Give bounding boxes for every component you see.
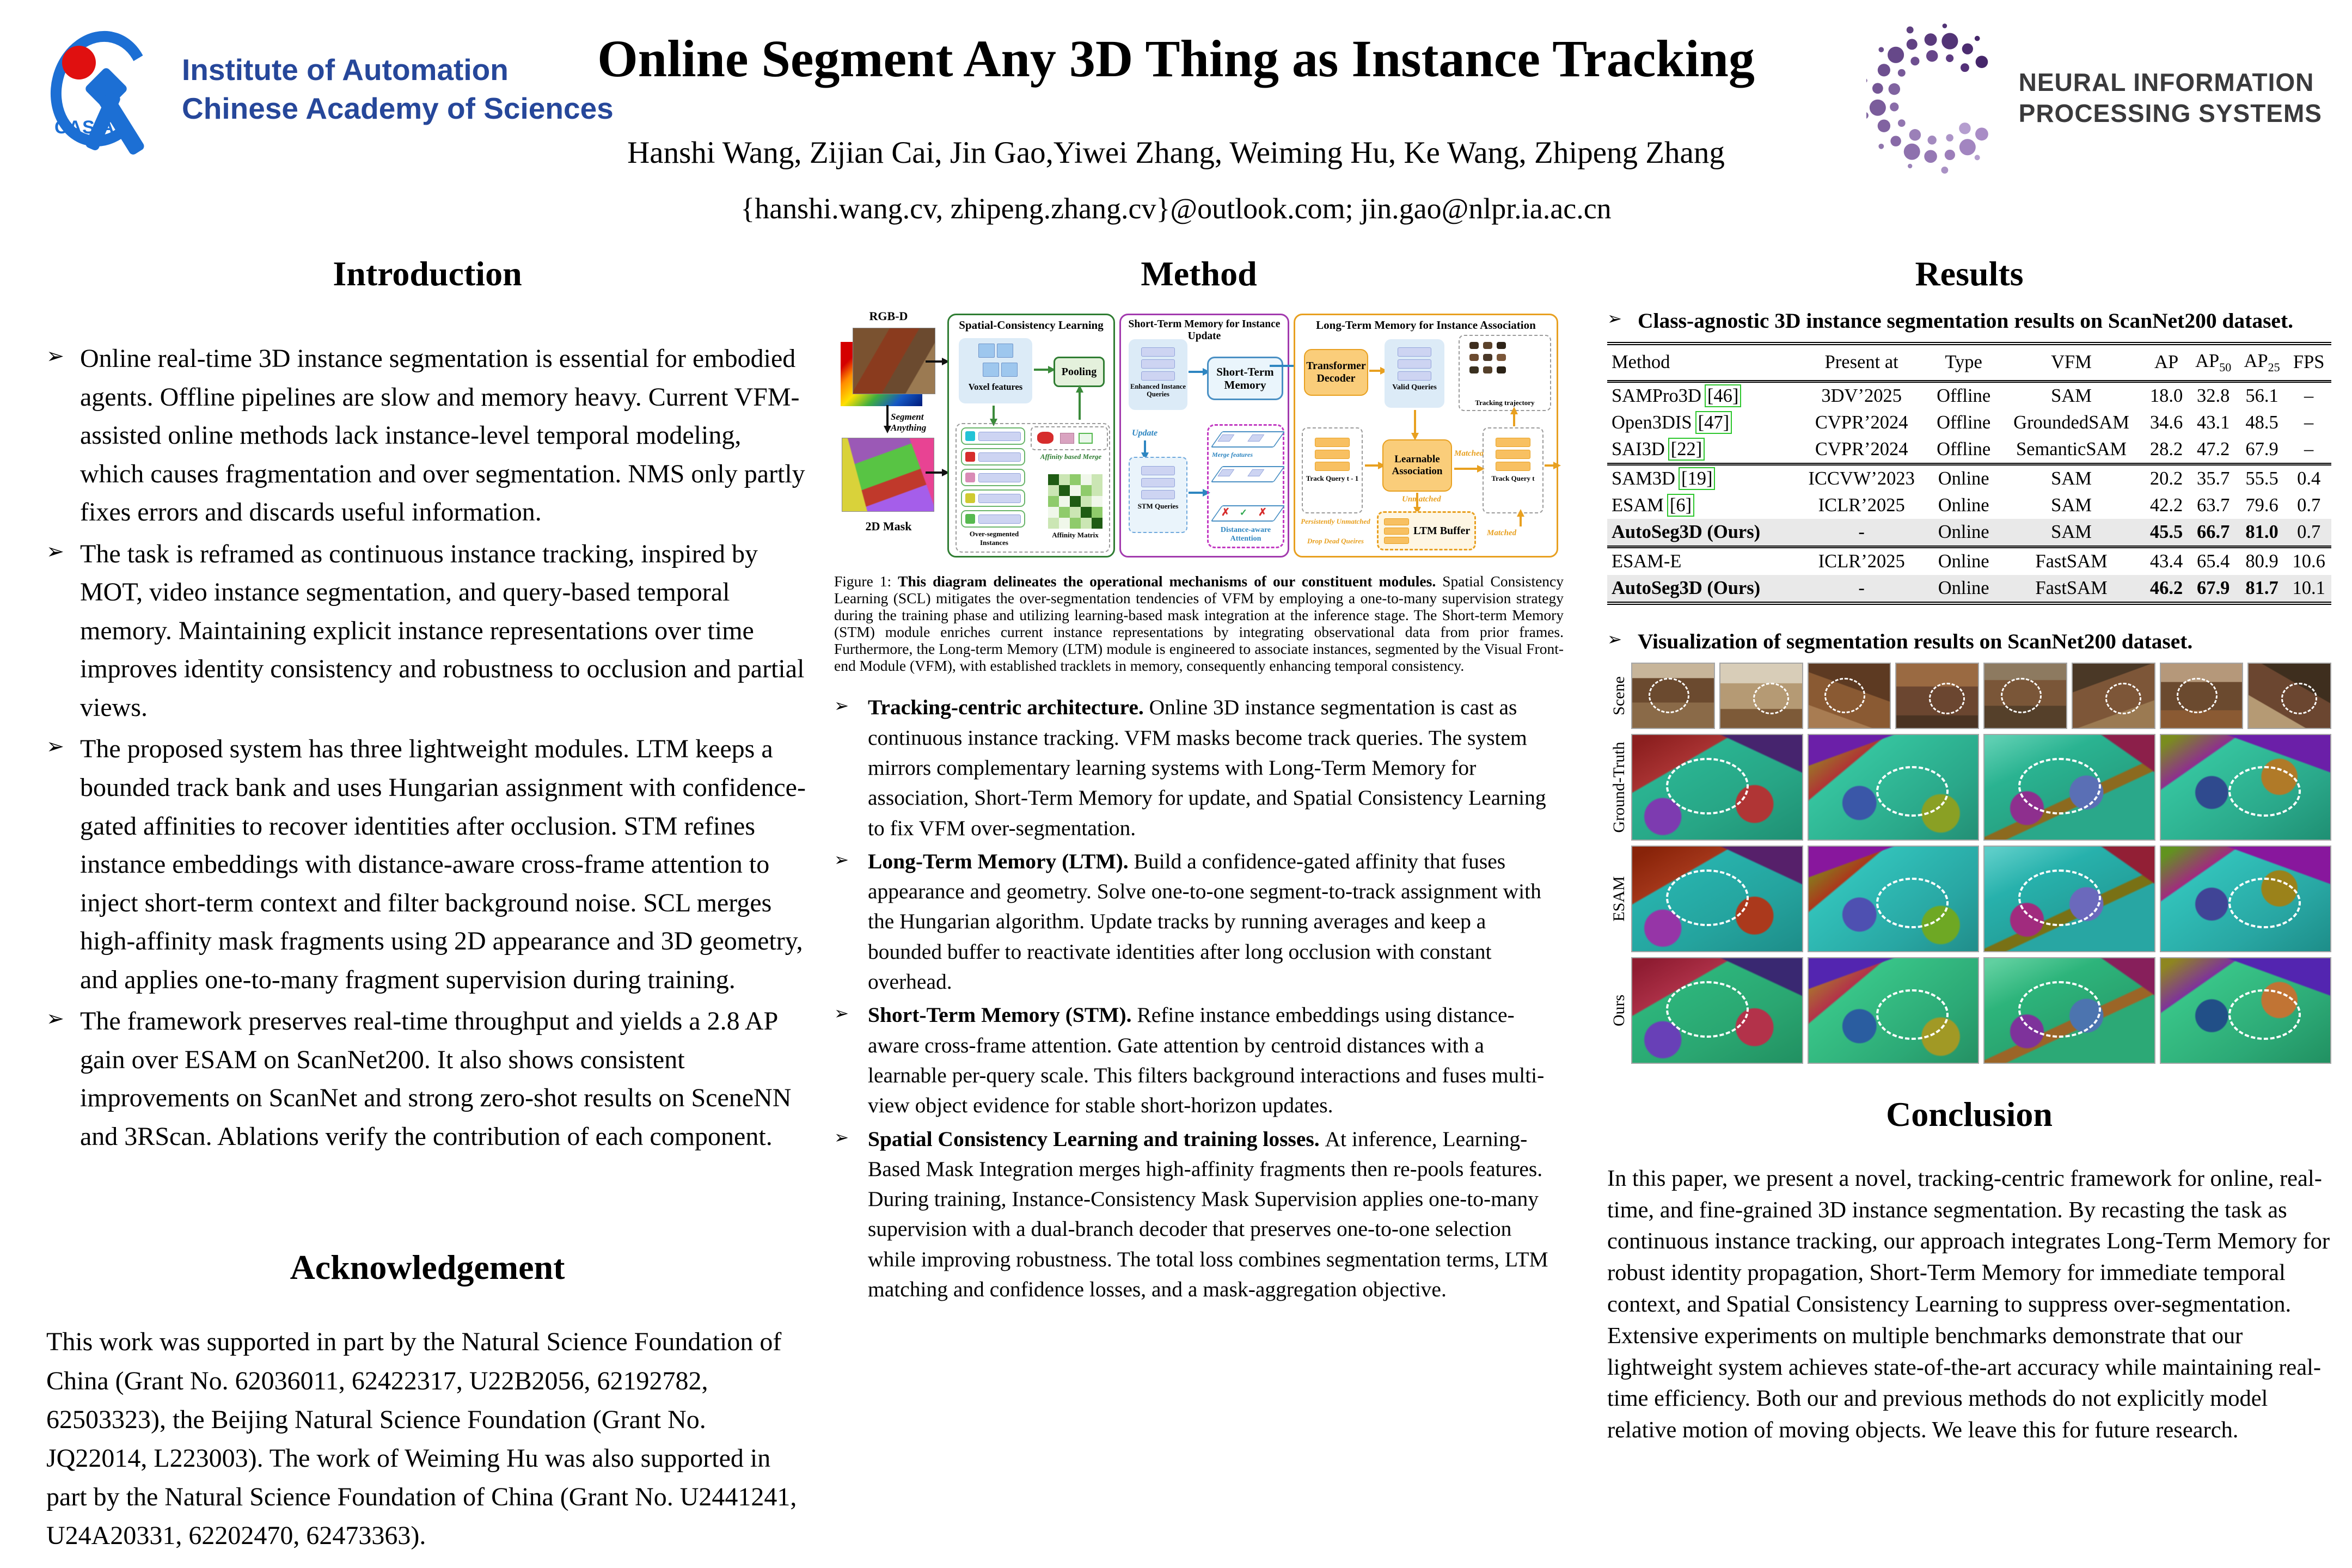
viz-image <box>2160 846 2332 952</box>
present-cell: ICLR’2025 <box>1794 547 1928 575</box>
present-cell: ICCVW’2023 <box>1794 464 1928 492</box>
neurips-line1: NEURAL INFORMATION <box>2018 68 2314 96</box>
ap25-cell: 55.5 <box>2238 464 2286 492</box>
table-row <box>1607 575 2331 603</box>
table-row <box>1607 547 2331 575</box>
matched-label: Matched <box>1454 449 1484 458</box>
arrow-bullet-icon: ➢ <box>834 1126 849 1148</box>
table-row <box>1607 519 2331 547</box>
table-row <box>1607 492 2331 519</box>
unmatched-label: Unmatched <box>1402 495 1441 504</box>
citation-ref: [46] <box>1705 384 1741 407</box>
present-cell: CVPR’2024 <box>1815 438 1908 460</box>
vfm-cell: SAM <box>2051 385 2092 406</box>
affiliation-name <box>182 51 614 128</box>
drop-dead-label: Drop Dead Queires <box>1307 537 1364 545</box>
merged-instances-box <box>1031 426 1108 450</box>
arrow-bullet-icon: ➢ <box>834 849 849 870</box>
instance-pill <box>961 469 1025 486</box>
introduction-section <box>46 252 808 1555</box>
conclusion-heading: Conclusion <box>1886 1094 2053 1134</box>
viz-image <box>1808 957 1980 1064</box>
tracking-trajectory-label: Tracking trajectory <box>1475 399 1535 407</box>
fps-cell: 10.6 <box>2286 547 2331 575</box>
neurips-logo <box>1866 22 2322 174</box>
ltm-panel <box>1294 314 1558 558</box>
voxel-features-box <box>959 338 1032 403</box>
ap25-cell: 81.7 <box>2238 575 2286 603</box>
bullet-lead: Spatial Consistency Learning and training losses. <box>868 1126 1325 1151</box>
bullet-lead: Tracking-centric architecture. <box>868 695 1149 720</box>
vfm-cell: SemanticSAM <box>2016 438 2127 460</box>
ap-cell: 46.2 <box>2144 575 2189 603</box>
ap50-cell: 47.2 <box>2196 438 2230 460</box>
mask-to-scl-arrow <box>926 471 943 474</box>
acknowledgement-heading: Acknowledgement <box>290 1248 565 1287</box>
queries-to-stm-arrow <box>1189 371 1204 373</box>
update-arrow <box>1144 440 1146 454</box>
scl-panel <box>947 314 1115 558</box>
pooling-box: Pooling <box>1054 357 1105 387</box>
table-header-cell: $AP_{50}$ <box>2189 344 2237 381</box>
results-heading: Results <box>1915 254 2024 293</box>
vfm-cell: FastSAM <box>1999 575 2144 603</box>
fps-cell: – <box>2304 385 2314 406</box>
affiliation-line2: Chinese Academy of Sciences <box>182 91 614 125</box>
fps-cell: 0.4 <box>2286 464 2331 492</box>
viz-row-label: ESAM <box>1610 876 1628 922</box>
ap50-cell: 63.7 <box>2196 494 2230 516</box>
viz-image <box>1719 663 1803 729</box>
bullet-item <box>834 1124 1564 1305</box>
learnable-association-box: Learnable Association <box>1382 439 1452 492</box>
table-header-cell: $AP_{25}$ <box>2238 344 2286 381</box>
viz-image <box>1895 663 1979 729</box>
figure-caption-prefix: Figure 1: <box>834 573 892 590</box>
bullet-item <box>834 1000 1564 1120</box>
viz-image <box>1983 957 2155 1064</box>
present-cell: ICLR’2025 <box>1818 494 1905 516</box>
present-cell: - <box>1794 575 1928 603</box>
valid-to-association-arrow <box>1414 410 1416 434</box>
viz-image <box>1983 663 2067 729</box>
update-label: Update <box>1132 428 1158 438</box>
table-caption: Class-agnostic 3D instance segmentation results on ScanNet200 dataset. <box>1638 309 2293 333</box>
fps-cell: 0.7 <box>2297 494 2321 516</box>
fps-cell: – <box>2304 412 2314 433</box>
table-header-cell: Type <box>1928 344 1999 381</box>
viz-row <box>1607 846 2331 952</box>
method-cell: Open3DIS [47] <box>1607 409 1794 436</box>
viz-image <box>2160 663 2244 729</box>
oversegmented-label: Over-segmented Instances <box>969 530 1019 547</box>
fps-cell: 0.7 <box>2286 519 2331 547</box>
ap50-cell: 66.7 <box>2189 519 2237 547</box>
figure-caption-bold: This diagram delineates the operational mechanisms of our constituent modules. <box>898 573 1436 590</box>
method-cell: AutoSeg3D (Ours) <box>1607 519 1794 547</box>
neurips-swirl-icon <box>1866 22 2019 174</box>
ltm-buffer-box <box>1377 511 1476 550</box>
valid-queries-label: Valid Queries <box>1392 383 1437 391</box>
bullet-text: The task is reframed as continuous instance tracking, inspired by MOT, video instance segmentation, and query-based temporal memory. Maintaining explicit instance representations over time improves identity consistency and robustness to occlusion and partial views. <box>80 539 805 722</box>
viz-row <box>1607 734 2331 841</box>
stmq-to-attention-arrow <box>1189 492 1204 494</box>
method-list <box>834 693 1564 1304</box>
bullet-item <box>46 1002 808 1156</box>
transformer-decoder-box: Transformer Decoder <box>1304 349 1368 396</box>
method-heading: Method <box>1141 254 1257 293</box>
introduction-list <box>46 340 808 1156</box>
track-query-t-box <box>1483 427 1543 513</box>
ap50-cell: 35.7 <box>2189 464 2237 492</box>
neurips-logo-text <box>2019 67 2322 130</box>
instance-pill <box>961 489 1025 507</box>
merge-features-label: Merge features <box>1212 451 1253 458</box>
vfm-cell: GroundedSAM <box>2013 412 2129 433</box>
viz-image <box>1983 846 2155 952</box>
ap25-cell: 67.9 <box>2245 438 2278 460</box>
arrow-bullet-icon: ➢ <box>46 538 64 564</box>
persistently-unmatched-label: Persistently Unmatched <box>1301 517 1370 525</box>
viz-image <box>2072 663 2155 729</box>
bullet-text: Online real-time 3D instance segmentation is essential for embodied agents. Offline pipelines are slow and memory heavy. Current VFM-assisted online methods lack instance-level temporal modeling, which causes fragmentation and over segmentation. NMS only partly fixes errors and discards useful information. <box>80 344 805 527</box>
present-cell: 3DV’2025 <box>1821 385 1902 406</box>
ap-cell: 34.6 <box>2149 412 2183 433</box>
viz-image <box>1631 957 1803 1064</box>
ap-cell: 20.2 <box>2144 464 2189 492</box>
table-row <box>1607 381 2331 409</box>
method-section <box>834 252 1564 1308</box>
instance-pill <box>961 510 1025 528</box>
table-header-cell: VFM <box>1999 344 2144 381</box>
ap-cell: 45.5 <box>2144 519 2189 547</box>
ltm-title: Long-Term Memory for Instance Association <box>1316 318 1536 332</box>
arrow-bullet-icon: ➢ <box>46 734 64 759</box>
type-cell: Online <box>1928 464 1999 492</box>
poster-authors: Hanshi Wang, Zijian Cai, Jin Gao,Yiwei Zhang, Weiming Hu, Ke Wang, Zhipeng Zhang <box>627 136 1725 170</box>
table-header-cell: FPS <box>2286 344 2331 381</box>
ap25-cell: 48.5 <box>2245 412 2278 433</box>
affinity-merge-label: Affinity based Merge <box>1040 452 1102 461</box>
type-cell: Online <box>1938 494 1989 516</box>
unmatched-arrow <box>1416 493 1418 508</box>
ap25-cell: 79.6 <box>2245 494 2278 516</box>
ap50-cell: 32.8 <box>2196 385 2230 406</box>
viz-row-label: Ours <box>1610 994 1628 1027</box>
ap-cell: 18.0 <box>2149 385 2183 406</box>
bullet-text: Refine instance embeddings using distance-aware cross-frame attention. Gate attention by centroid distances with a learnable per-query scale. This filters background interactions and fuses multi-view object evidence for stable short-horizon updates. <box>868 1003 1545 1118</box>
valid-queries-box <box>1385 339 1444 408</box>
casia-logo-icon <box>44 26 168 152</box>
affinity-matrix-label: Affinity Matrix <box>1052 531 1099 539</box>
arrow-bullet-icon: ➢ <box>1607 628 1622 650</box>
method-cell: AutoSeg3D (Ours) <box>1607 575 1794 603</box>
viz-row <box>1607 957 2331 1064</box>
vfm-cell: SAM <box>1999 464 2144 492</box>
buffer-to-track-arrow <box>1520 516 1522 526</box>
vfm-cell: FastSAM <box>1999 547 2144 575</box>
type-cell: Online <box>1928 519 1999 547</box>
method-cell: ESAM [6] <box>1607 492 1794 519</box>
matched2-label: Matched <box>1487 529 1517 537</box>
stm-queries-box <box>1129 457 1187 533</box>
instance-pill <box>961 448 1025 465</box>
citation-ref: [22] <box>1668 438 1705 461</box>
viz-image <box>1631 846 1803 952</box>
type-cell: Online <box>1928 575 1999 603</box>
arrow-bullet-icon: ➢ <box>1607 308 1622 329</box>
citation-ref: [19] <box>1679 467 1715 490</box>
bullet-item <box>834 847 1564 997</box>
acknowledgement-text: This work was supported in part by the Natural Science Foundation of China (Grant No. 62036011, 62422317, U22B2056, 62192782, 62503323), the Beijing Natural Science Foundation (Grant No. JQ22014, L223003). The work of Weiming Hu was also supported in part by the Natural Science Foundation of China (Grant No. U2441241, U24A20331, 62202470, 62473363). <box>46 1327 797 1550</box>
bullet-item <box>46 535 808 727</box>
method-figure <box>834 308 1564 563</box>
bullet-lead: Short-Term Memory (STM). <box>868 1003 1137 1027</box>
bullet-text: The framework preserves real-time throughput and yields a 2.8 AP gain over ESAM on ScanNet200. It also shows consistent improvements on ScanNet and strong zero-shot results on SceneNN and 3RScan. Ablations verify the contribution of each component. <box>80 1007 792 1151</box>
poster-title: Online Segment Any 3D Thing as Instance Tracking <box>597 29 1755 88</box>
introduction-heading: Introduction <box>333 254 522 293</box>
ap50-cell: 67.9 <box>2189 575 2237 603</box>
voxel-to-instances-arrow <box>993 406 995 420</box>
method-cell: SAMPro3D [46] <box>1607 381 1794 409</box>
enhanced-queries-box <box>1129 339 1187 410</box>
ap-cell: 28.2 <box>2149 438 2183 460</box>
type-cell: Offline <box>1937 412 1991 433</box>
track-to-trajectory-arrow <box>1513 413 1515 426</box>
matched-arrow <box>1454 468 1478 470</box>
bullet-lead: Long-Term Memory (LTM). <box>868 849 1134 873</box>
method-cell: ESAM-E <box>1607 547 1794 575</box>
ap25-cell: 56.1 <box>2245 385 2278 406</box>
viz-row-label: Scene <box>1610 676 1628 715</box>
table-header-cell: Method <box>1607 344 1794 381</box>
viz-image <box>1983 734 2155 841</box>
scl-title: Spatial-Consistency Learning <box>959 318 1104 332</box>
stm-title: Short-Term Memory for Instance Update <box>1128 318 1281 342</box>
viz-caption-line <box>1607 629 2331 654</box>
arrow-bullet-icon: ➢ <box>46 1006 64 1032</box>
type-cell: Online <box>1928 547 1999 575</box>
stm-queries-label: STM Queries <box>1137 502 1179 510</box>
viz-image <box>1631 663 1715 729</box>
mask-image <box>842 438 934 512</box>
fps-cell: 10.1 <box>2286 575 2331 603</box>
fps-cell: – <box>2304 438 2314 460</box>
affinity-matrix <box>1048 474 1102 529</box>
viz-image <box>1631 734 1803 841</box>
decoder-to-valid-arrow <box>1369 370 1381 372</box>
viz-image <box>1808 663 1891 729</box>
method-cell: SAM3D [19] <box>1607 464 1794 492</box>
bullet-text: At inference, Learning-Based Mask Integration merges high-affinity fragments then re-pools features. During training, Instance-Consistency Mask Supervision applies one-to-many supervision with a dual-branch decoder that preserves one-to-one selection while improving robustness. The total loss combines segmentation terms, LTM matching and confidence losses, and a mask-aggregation objective. <box>868 1126 1548 1302</box>
enhanced-queries-label: Enhanced Instance Queries <box>1130 383 1186 398</box>
scl-inner-box <box>955 423 1110 553</box>
rgb-image <box>853 328 935 394</box>
bullet-text: Build a confidence-gated affinity that fuses appearance and geometry. Solve one-to-one segment-to-track assignment with the Hungarian algorithm. Update tracks by running averages and keep a bounded buffer to reactivate identities after long occlusion with constant overhead. <box>868 849 1541 994</box>
arrow-bullet-icon: ➢ <box>834 1003 849 1024</box>
method-cell: SAI3D [22] <box>1607 436 1794 464</box>
prev-to-association-arrow <box>1365 464 1379 467</box>
segment-anything-arrow <box>886 405 889 427</box>
ap25-cell: 80.9 <box>2238 547 2286 575</box>
table-header-cell: AP <box>2144 344 2189 381</box>
bullet-text: Online 3D instance segmentation is cast as continuous instance tracking. VFM masks become track queries. The system mirrors complementary learning systems with Long-Term Memory for association, Short-Term Memory for update, and Spatial Consistency Learning to fix VFM over-segmentation. <box>868 695 1546 840</box>
poster-emails: {hanshi.wang.cv, zhipeng.zhang.cv}@outlook.com; jin.gao@nlpr.ia.ac.cn <box>740 192 1612 225</box>
rgbd-to-scl-arrow <box>926 360 943 363</box>
viz-grid <box>1607 663 2331 1064</box>
segment-anything-label: Segment Anything <box>891 412 927 433</box>
viz-image <box>1808 734 1980 841</box>
viz-caption: Visualization of segmentation results on ScanNet200 dataset. <box>1638 629 2193 653</box>
vfm-cell: SAM <box>2051 494 2092 516</box>
instance-pill <box>961 427 1025 445</box>
track-out-arrow <box>1545 464 1554 467</box>
viz-image <box>2160 957 2332 1064</box>
ap50-cell: 43.1 <box>2196 412 2230 433</box>
voxel-features-label: Voxel features <box>968 382 1023 392</box>
table-row <box>1607 464 2331 492</box>
tracking-trajectory-box <box>1459 335 1551 411</box>
merge-to-pooling-arrow <box>1079 391 1081 420</box>
distance-attention-label: Distance-aware Attention <box>1220 526 1271 543</box>
viz-row-label: Ground-Truth <box>1610 742 1628 833</box>
voxel-to-pooling-arrow <box>1034 369 1049 371</box>
arrow-bullet-icon: ➢ <box>834 695 849 716</box>
stm-panel <box>1119 314 1289 558</box>
affiliation-line1: Institute of Automation <box>182 52 509 87</box>
type-cell: Offline <box>1937 438 1991 460</box>
affiliation-block <box>44 26 614 152</box>
arrow-bullet-icon: ➢ <box>46 344 64 369</box>
ap25-cell: 81.0 <box>2238 519 2286 547</box>
conclusion-text: In this paper, we present a novel, tracking-centric framework for online, real-time, and fine-grained 3D instance segmentation. By recasting the task as continuous instance tracking, our approach integrates Long-Term Memory for robust identity propagation, Short-Term Memory for immediate temporal context, and Spatial Consistency Learning to suppress over-segmentation. Extensive experiments on multiple benchmarks demonstrate that our lightweight system achieves state-of-the-art accuracy while maintaining real-time efficiency. Both our and previous methods do not explicitly model relative motion of moving objects. We leave this for future research. <box>1607 1165 2330 1443</box>
neurips-line2: PROCESSING SYSTEMS <box>2018 99 2322 127</box>
track-query-prev-box <box>1302 427 1363 513</box>
viz-image <box>1808 846 1980 952</box>
distance-attention-box: Merge features ✗ ✓ ✗ Distance-aware Attention <box>1207 424 1284 548</box>
bullet-item <box>834 693 1564 843</box>
bullet-item <box>46 730 808 999</box>
present-cell: CVPR’2024 <box>1815 412 1908 433</box>
type-cell: Offline <box>1937 385 1991 406</box>
bullet-text: The proposed system has three lightweight modules. LTM keeps a bounded track bank and uses Hungarian assignment with confidence-gated affinities to recover identities after occlusion. STM refines instance embeddings with distance-aware cross-frame attention to inject short-term context and filter background noise. SCL merges high-affinity mask fragments using 2D appearance and 3D geometry, and applies one-to-many fragment supervision during training. <box>80 734 806 994</box>
bullet-item <box>46 340 808 532</box>
viz-row <box>1607 663 2331 729</box>
figure-caption <box>834 573 1564 674</box>
ap-cell: 43.4 <box>2144 547 2189 575</box>
present-cell: - <box>1794 519 1928 547</box>
ap-cell: 42.2 <box>2149 494 2183 516</box>
track-query-prev-label: Track Query t - 1 <box>1306 474 1359 482</box>
table-caption-line <box>1607 308 2331 333</box>
citation-ref: [6] <box>1667 494 1694 517</box>
results-section <box>1607 252 2331 1446</box>
track-query-t-label: Track Query t <box>1491 474 1535 482</box>
short-term-memory-box: Short-Term Memory <box>1207 357 1283 400</box>
table-header-cell: Present at <box>1794 344 1928 381</box>
viz-image <box>2247 663 2331 729</box>
results-table <box>1607 342 2331 605</box>
table-row <box>1607 409 2331 436</box>
table-row <box>1607 436 2331 464</box>
viz-image <box>2160 734 2332 841</box>
ap50-cell: 65.4 <box>2189 547 2237 575</box>
figure-mask-label: 2D Mask <box>865 519 912 533</box>
casia-logo-word: CASIA <box>54 117 115 138</box>
citation-ref: [47] <box>1695 411 1732 434</box>
figure-caption-rest: Spatial Consistency Learning (SCL) mitigates the over-segmentation tendencies of VFM by employing a one-to-many supervision strategy during the training phase and utilizing learning-based mask integration at the inference stage. The Short-term Memory (STM) module enriches current instance representations by integrating observational data from prior frames. Furthermore, the Long-term Memory (LTM) module is engineered to associate instances, segmented by the Visual Front-end Module (VFM), with established tracklets in memory, consequently enhancing temporal consistency. <box>834 573 1564 675</box>
ltm-buffer-label: LTM Buffer <box>1413 525 1471 537</box>
figure-rgbd-label: RGB-D <box>869 309 908 323</box>
vfm-cell: SAM <box>1999 519 2144 547</box>
